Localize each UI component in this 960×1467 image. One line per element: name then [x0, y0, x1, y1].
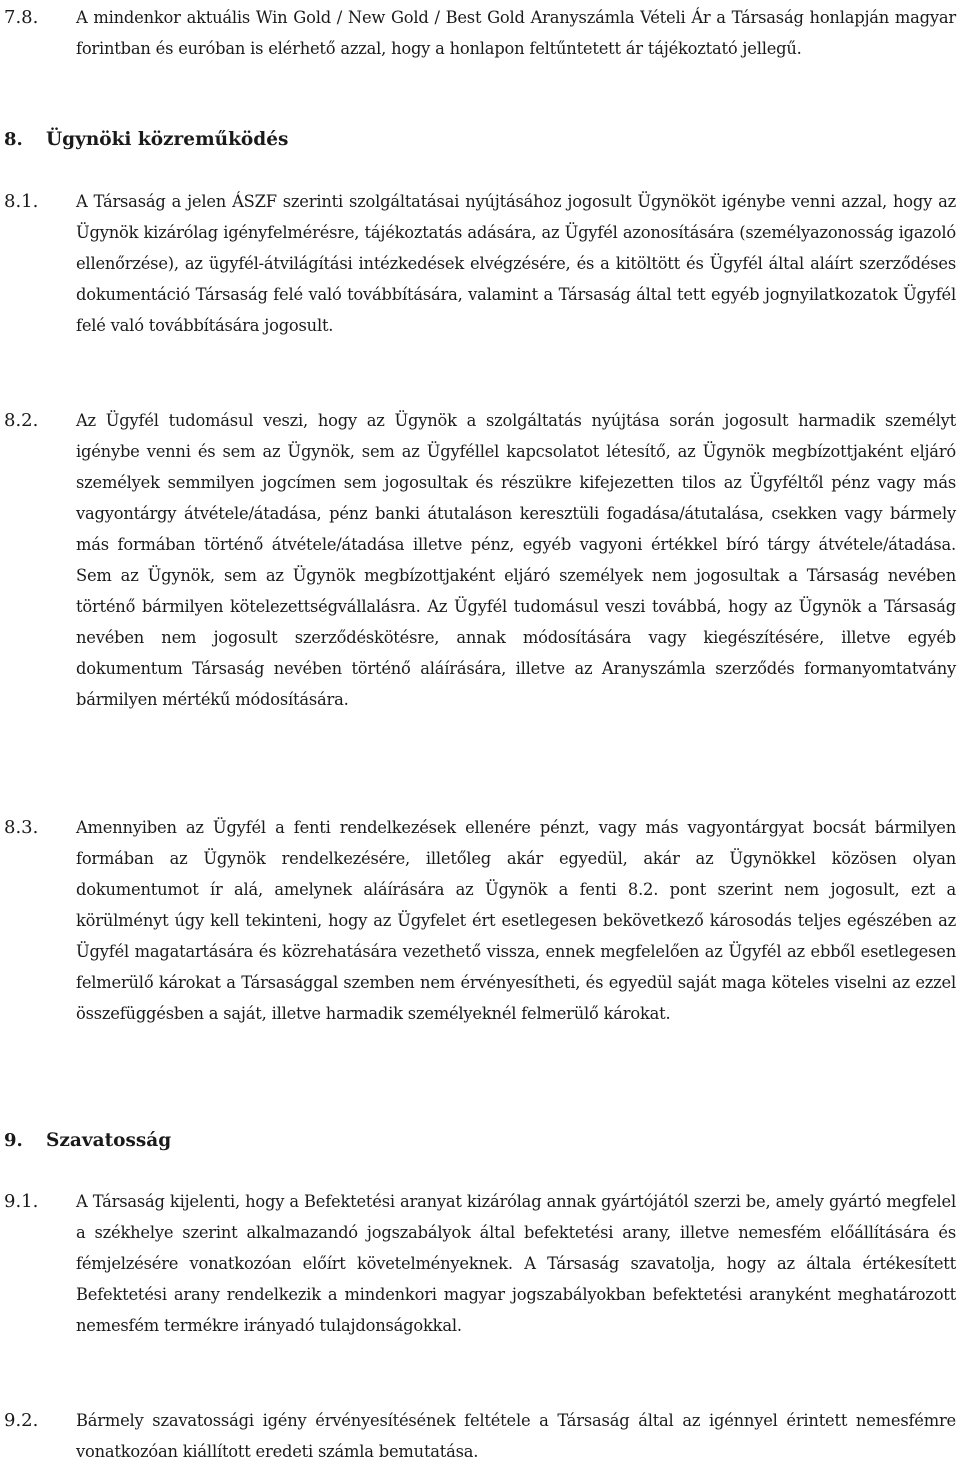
section-text: Amennyiben az Ügyfél a fenti rendelkezések ellenére pénzt, vagy más vagyontárgyat bocsát bármilyen formában az Ügynök rendelkezésére, illetőleg akár egyedül, akár az Ügynökkel közösen olyan dokumentumot ír alá, amelynek aláírására az Ügynök a fenti 8.2. pont szerint nem jogosult, ezt a körülményt úgy kell tekinteni, hogy az Ügyfelet ért esetlegesen bekövetkező károsodás teljes egészében az Ügyfél magatartására és közrehatására vezethető vissza, ennek megfelelően az Ügyfél az ebből esetlegesen felmerülő károkat a Társasággal szemben nem érvényesítheti, és egyedül saját maga köteles viselni az ezzel összefüggésben a saját, illetve harmadik személyeknél felmerülő károkat.	[76, 818, 956, 1023]
heading-title: Ügynöki közreműködés	[46, 129, 289, 150]
section-number: 8.3.	[4, 817, 39, 838]
section-number: 8.1.	[4, 191, 39, 212]
section-number: 8.2.	[4, 410, 39, 431]
heading-number: 9.	[4, 1130, 23, 1151]
heading-title: Szavatosság	[46, 1130, 172, 1151]
section-number: 9.2.	[4, 1410, 39, 1431]
section-text: Az Ügyfél tudomásul veszi, hogy az Ügynök a szolgáltatás nyújtása során jogosult harmadik személyt igénybe venni és sem az Ügynök, sem az Ügyféllel kapcsolatot létesítő, az Ügynök megbízottjaként eljáró személyek semmilyen jogcímen sem jogosultak és részükre kifejezetten tilos az Ügyféltől pénz vagy más vagyontárgy átvétele/átadása, pénz banki átutaláson keresztüli fogadása/átutalása, csekken vagy bármely más formában történő átvétele/átadása illetve pénz, egyéb vagyoni értékkel bíró tárgy átvétele/átadása. Sem az Ügynök, sem az Ügynök megbízottjaként eljáró személyek nem jogosultak a Társaság nevében történő bármilyen kötelezettségvállalásra. Az Ügyfél tudomásul veszi továbbá, hogy az Ügynök a Társaság nevében nem jogosult szerződéskötésre, annak módosítására vagy kiegészítésére, illetve egyéb dokumentum Társaság nevében történő aláírására, illetve az Aranyszámla szerződés formanyomtatvány bármilyen mértékű módosítására.	[76, 411, 956, 709]
section-number: 9.1.	[4, 1191, 39, 1212]
heading-number: 8.	[4, 129, 23, 150]
section-text: A Társaság kijelenti, hogy a Befektetési aranyat kizárólag annak gyártójától szerzi be, amely gyártó megfelel a székhelye szerint alkalmazandó jogszabályok által befektetési arany, illetve nemesfém előállítására és fémjelzésére vonatkozóan előírt követelményeknek. A Társaság szavatolja, hogy az általa értékesített Befektetési arany rendelkezik a mindenkori magyar jogszabályokban befektetési aranyként meghatározott nemesfém termékre irányadó tulajdonságokkal.	[76, 1192, 956, 1335]
section-text: A mindenkor aktuális Win Gold / New Gold / Best Gold Aranyszámla Vételi Ár a Társaság honlapján magyar forintban és euróban is elérhető azzal, hogy a honlapon feltűntetett ár tájékoztató jellegű.	[76, 8, 956, 58]
section-number: 7.8.	[4, 7, 39, 28]
section-text: Bármely szavatossági igény érvényesítésének feltétele a Társaság által az igénnyel érintett nemesfémre vonatkozóan kiállított eredeti számla bemutatása.	[76, 1411, 956, 1461]
section-text: A Társaság a jelen ÁSZF szerinti szolgáltatásai nyújtásához jogosult Ügynököt igénybe venni azzal, hogy az Ügynök kizárólag igényfelmérésre, tájékoztatás adására, az Ügyfél azonosítására (személyazonosság igazoló ellenőrzése), az ügyfél-átvilágítási intézkedések elvégzésére, és a kitöltött és Ügyfél által aláírt szerződéses dokumentáció Társaság felé való továbbítására, valamint a Társaság által tett egyéb jognyilatkozatok Ügyfél felé való továbbítására jogosult.	[76, 192, 956, 335]
